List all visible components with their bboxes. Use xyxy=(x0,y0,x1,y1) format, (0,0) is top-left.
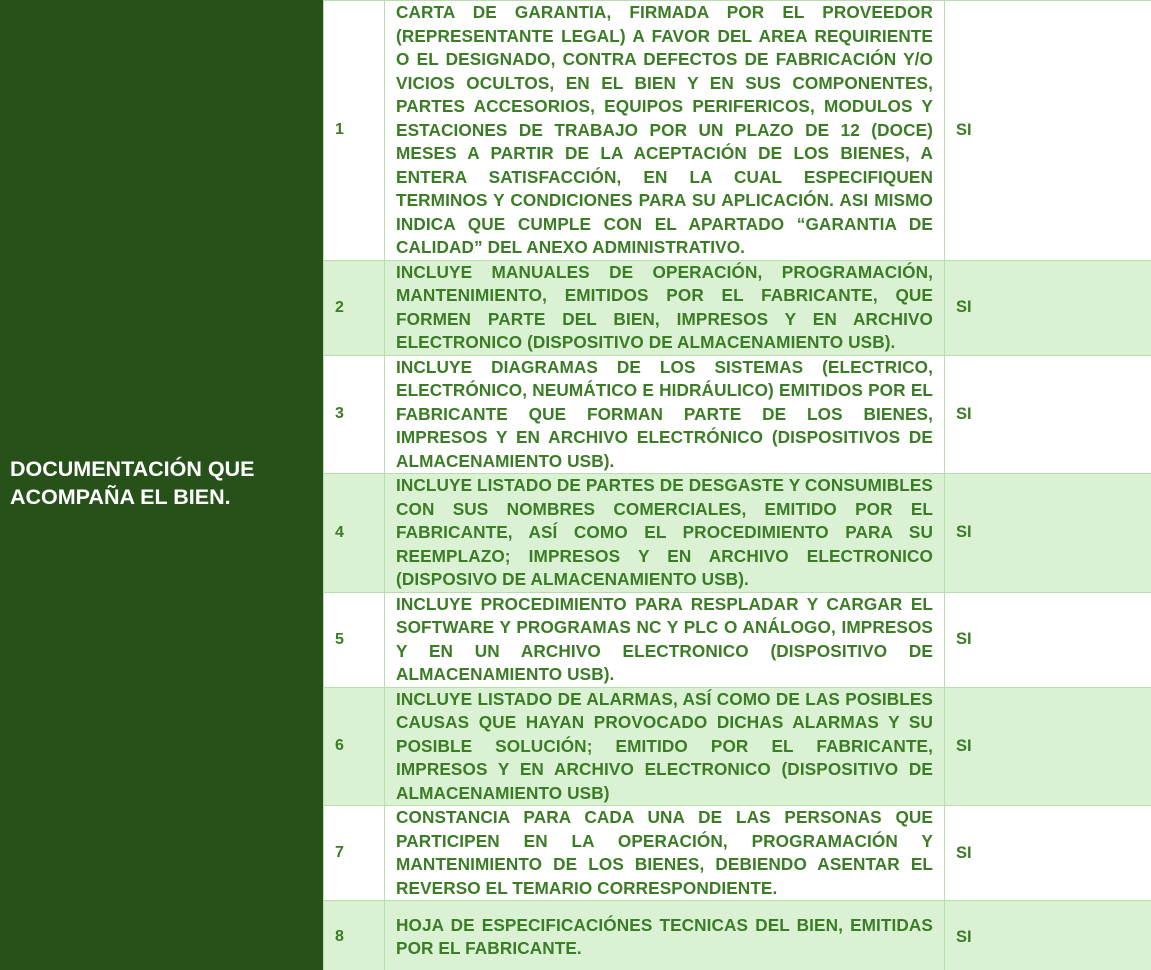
row-description: INCLUYE LISTADO DE PARTES DE DESGASTE Y CONSUMIBLES CON SUS NOMBRES COMERCIALES, EMITIDO POR EL FABRICANTE, ASÍ COMO EL PROCEDIMIENTO PARA SU REEMPLAZO; IMPRESOS Y EN ARCHIVO ELECTRONICO (DISPOSIVO DE ALMACENAMIENTO USB). xyxy=(385,474,945,593)
row-answer: SI xyxy=(945,687,1151,806)
table-row xyxy=(324,260,1151,355)
row-answer: SI xyxy=(945,260,1151,355)
table-row xyxy=(324,806,1151,901)
row-answer: SI xyxy=(945,901,1151,970)
section-sidebar xyxy=(0,0,323,970)
row-answer: SI xyxy=(945,474,1151,593)
section-title: DOCUMENTACIÓN QUE ACOMPAÑA EL BIEN. xyxy=(10,457,255,509)
row-description: INCLUYE DIAGRAMAS DE LOS SISTEMAS (ELECTRICO, ELECTRÓNICO, NEUMÁTICO E HIDRÁULICO) EMITIDOS POR EL FABRICANTE QUE FORMAN PARTE DE LOS BIENES, IMPRESOS Y EN ARCHIVO ELECTRÓNICO (DISPOSITIVOS DE ALMACENAMIENTO USB). xyxy=(385,355,945,474)
row-description: INCLUYE LISTADO DE ALARMAS, ASÍ COMO DE LAS POSIBLES CAUSAS QUE HAYAN PROVOCADO DICHAS ALARMAS Y SU POSIBLE SOLUCIÓN; EMITIDO POR EL FABRICANTE, IMPRESOS Y EN ARCHIVO ELECTRONICO (DISPOSITIVO DE ALMACENAMIENTO USB) xyxy=(385,687,945,806)
row-answer: SI xyxy=(945,1,1151,261)
row-number: 5 xyxy=(324,592,385,687)
table-row xyxy=(324,592,1151,687)
row-number: 3 xyxy=(324,355,385,474)
table-row xyxy=(324,687,1151,806)
row-number: 7 xyxy=(324,806,385,901)
row-description: INCLUYE MANUALES DE OPERACIÓN, PROGRAMACIÓN, MANTENIMIENTO, EMITIDOS POR EL FABRICANTE, QUE FORMEN PARTE DEL BIEN, IMPRESOS Y EN ARCHIVO ELECTRONICO (DISPOSITIVO DE ALMACENAMIENTO USB). xyxy=(385,260,945,355)
row-answer: SI xyxy=(945,592,1151,687)
row-description: INCLUYE PROCEDIMIENTO PARA RESPLADAR Y CARGAR EL SOFTWARE Y PROGRAMAS NC Y PLC O ANÁLOGO, IMPRESOS Y EN UN ARCHIVO ELECTRONICO (DISPOSITIVO DE ALMACENAMIENTO USB). xyxy=(385,592,945,687)
row-number: 1 xyxy=(324,1,385,261)
table-row xyxy=(324,474,1151,593)
row-answer: SI xyxy=(945,806,1151,901)
row-number: 4 xyxy=(324,474,385,593)
table-row xyxy=(324,901,1151,970)
row-description: CONSTANCIA PARA CADA UNA DE LAS PERSONAS QUE PARTICIPEN EN LA OPERACIÓN, PROGRAMACIÓN Y MANTENIMIENTO DE LOS BIENES, DEBIENDO ASENTAR EL REVERSO EL TEMARIO CORRESPONDIENTE. xyxy=(385,806,945,901)
row-answer: SI xyxy=(945,355,1151,474)
table-row xyxy=(324,355,1151,474)
row-number: 6 xyxy=(324,687,385,806)
row-number: 8 xyxy=(324,901,385,970)
requirements-table xyxy=(323,0,1151,970)
row-description: CARTA DE GARANTIA, FIRMADA POR EL PROVEEDOR (REPRESENTANTE LEGAL) A FAVOR DEL AREA REQUIRIENTE O EL DESIGNADO, CONTRA DEFECTOS DE FABRICACIÓN Y/O VICIOS OCULTOS, EN EL BIEN Y EN SUS COMPONENTES, PARTES ACCESORIOS, EQUIPOS PERIFERICOS, MODULOS Y ESTACIONES DE TRABAJO POR UN PLAZO DE 12 (DOCE) MESES A PARTIR DE LA ACEPTACIÓN DE LOS BIENES, A ENTERA SATISFACCIÓN, EN LA CUAL ESPECIFIQUEN TERMINOS Y CONDICIONES PARA SU APLICACIÓN. ASI MISMO INDICA QUE CUMPLE CON EL APARTADO “GARANTIA DE CALIDAD” DEL ANEXO ADMINISTRATIVO. xyxy=(385,1,945,261)
row-description: HOJA DE ESPECIFICACIÓNES TECNICAS DEL BIEN, EMITIDAS POR EL FABRICANTE. xyxy=(385,901,945,970)
row-number: 2 xyxy=(324,260,385,355)
table-row xyxy=(324,1,1151,261)
